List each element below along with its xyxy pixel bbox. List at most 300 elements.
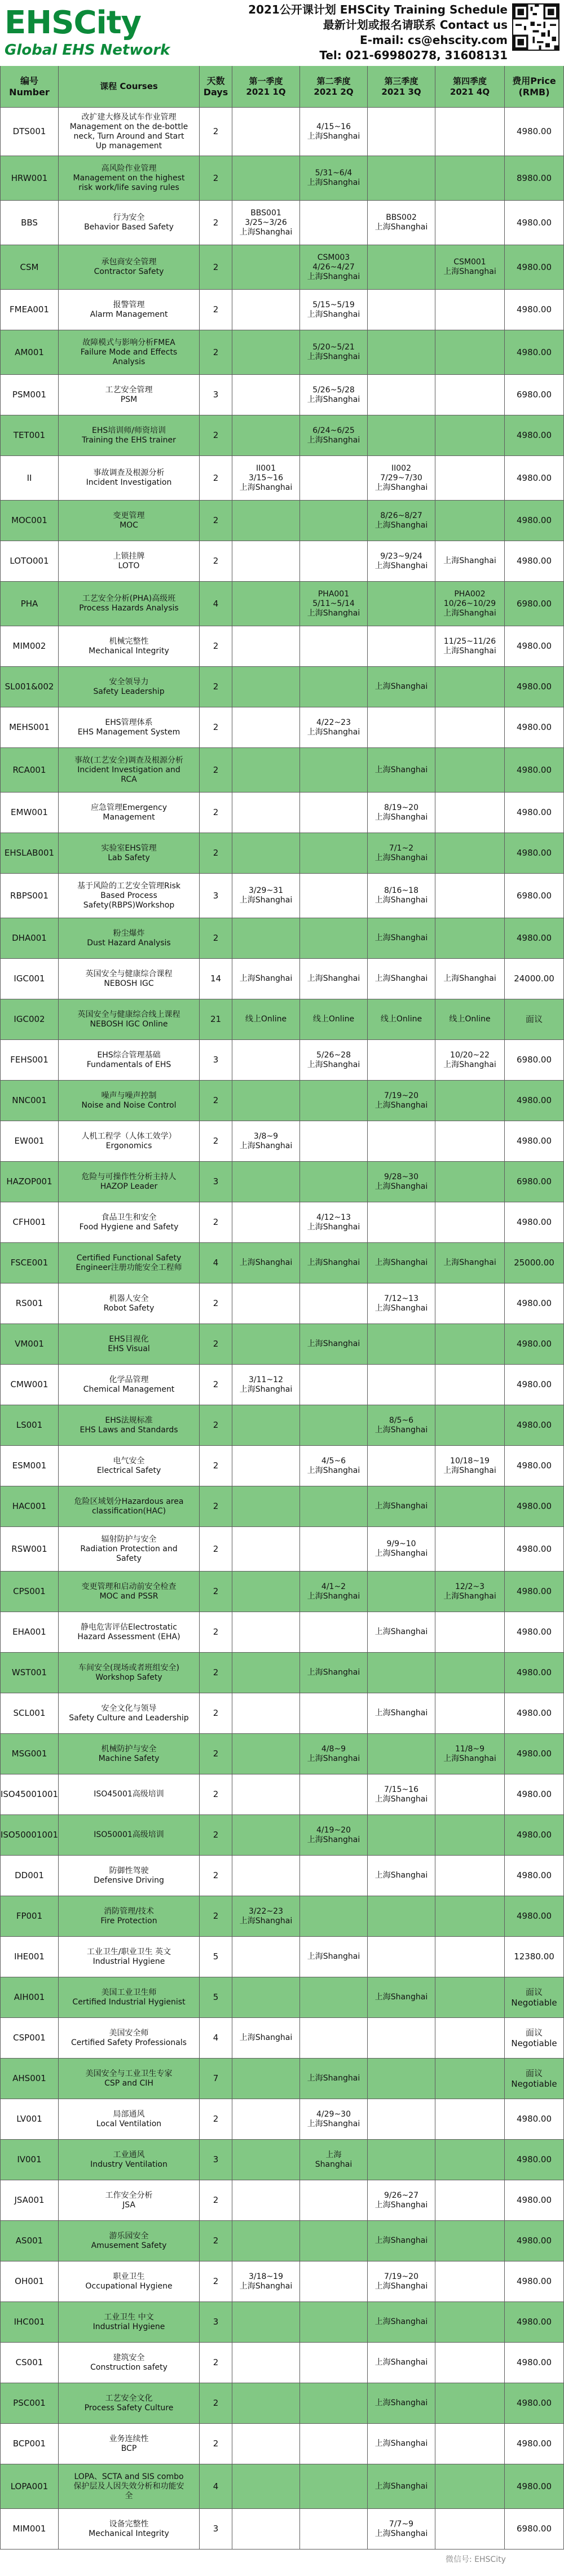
q3-text: 9/23~9/24 上海Shanghai xyxy=(374,551,428,570)
days-text: 2 xyxy=(213,304,219,315)
price-text: 4980.00 xyxy=(516,472,552,483)
days-cell xyxy=(200,2180,232,2220)
q1-cell xyxy=(232,2464,300,2508)
course-cell xyxy=(59,2424,200,2464)
code-text: DD001 xyxy=(15,1870,44,1880)
code-text: IHC001 xyxy=(14,2317,45,2327)
days-text: 4 xyxy=(213,2481,219,2491)
header xyxy=(0,0,564,67)
days-cell xyxy=(200,1572,232,1612)
q2-cell xyxy=(300,833,368,873)
q1-cell xyxy=(232,2059,300,2099)
table-row xyxy=(0,2343,564,2383)
table-row xyxy=(0,1977,564,2018)
code-cell xyxy=(0,2140,59,2180)
table-row xyxy=(0,999,564,1040)
code-text: MOC001 xyxy=(11,515,47,525)
code-text: AIH001 xyxy=(14,1992,45,2002)
table-row xyxy=(0,2180,564,2221)
code-cell xyxy=(0,501,59,541)
q2-cell xyxy=(300,415,368,455)
course-cell xyxy=(59,999,200,1039)
course-cell xyxy=(59,1815,200,1855)
price-cell xyxy=(505,1815,564,1855)
q2-text: 4/22~23 上海Shanghai xyxy=(307,718,360,737)
q2-text: 4/15~16 上海Shanghai xyxy=(307,122,360,141)
code-cell xyxy=(0,1572,59,1612)
days-text: 3 xyxy=(213,2317,219,2327)
course-cell xyxy=(59,501,200,541)
price-cell xyxy=(505,582,564,626)
q4-cell xyxy=(435,582,505,626)
q3-cell xyxy=(368,2018,435,2058)
q4-text: 10/18~19 上海Shanghai xyxy=(443,1456,496,1475)
q2-cell xyxy=(300,1896,368,1936)
price-text: 4980.00 xyxy=(516,2114,552,2124)
code-text: VM001 xyxy=(15,1339,44,1349)
q1-text: 3/22~23 上海Shanghai xyxy=(239,1906,293,1926)
course-text: 美国安全师 Certified Safety Professionals xyxy=(71,2028,187,2047)
course-cell xyxy=(59,1365,200,1405)
course-text: 工艺安全管理 PSM xyxy=(105,385,153,404)
price-text: 4980.00 xyxy=(516,1298,552,1308)
table-row xyxy=(0,156,564,201)
q2-cell xyxy=(300,582,368,626)
price-cell xyxy=(505,1937,564,1977)
table-row xyxy=(0,456,564,501)
price-text: 4980.00 xyxy=(516,807,552,817)
table-row xyxy=(0,2018,564,2059)
days-cell xyxy=(200,456,232,500)
q1-cell xyxy=(232,2099,300,2139)
code-text: CMW001 xyxy=(10,1379,49,1389)
q3-cell xyxy=(368,201,435,245)
price-text: 8980.00 xyxy=(516,172,552,183)
days-text: 2 xyxy=(213,1586,219,1596)
price-cell xyxy=(505,501,564,541)
q4-cell xyxy=(435,1283,505,1324)
days-cell xyxy=(200,156,232,200)
price-cell xyxy=(505,2018,564,2058)
q3-text: 上海Shanghai xyxy=(374,1709,428,1718)
code-cell xyxy=(0,1815,59,1855)
price-text: 4980.00 xyxy=(516,1749,552,1759)
days-text: 2 xyxy=(213,1501,219,1511)
price-cell xyxy=(505,1365,564,1405)
q2-cell xyxy=(300,2018,368,2058)
q2-cell xyxy=(300,1612,368,1652)
q3-text: 线上Online xyxy=(380,1015,422,1024)
q3-cell xyxy=(368,748,435,792)
column-header-label: 课程 Courses xyxy=(100,81,158,91)
q2-cell xyxy=(300,1774,368,1814)
q2-cell xyxy=(300,874,368,918)
q1-cell xyxy=(232,245,300,289)
course-text: 工艺安全分析(PHA)高级班 Process Hazards Analysis xyxy=(79,594,179,613)
price-text: 4980.00 xyxy=(516,2317,552,2327)
q4-cell xyxy=(435,1040,505,1080)
q2-cell xyxy=(300,918,368,958)
q1-cell xyxy=(232,2302,300,2342)
table-row xyxy=(0,541,564,582)
course-text: 机械防护与安全 Machine Safety xyxy=(98,1744,160,1763)
days-text: 2 xyxy=(213,1420,219,1430)
days-text: 5 xyxy=(213,1951,219,1962)
code-text: CSM xyxy=(20,262,39,272)
column-header-label: 第一季度 2021 1Q xyxy=(246,76,286,97)
days-text: 2 xyxy=(213,641,219,651)
q4-cell xyxy=(435,667,505,707)
price-cell xyxy=(505,918,564,958)
course-text: LOPA、SCTA and SIS combo 保护层及人因失效分析和功能安 全 xyxy=(73,2472,184,2500)
days-text: 3 xyxy=(213,390,219,400)
days-text: 2 xyxy=(213,2236,219,2246)
course-text: 工作安全分析 JSA xyxy=(105,2190,153,2210)
days-text: 2 xyxy=(213,515,219,525)
course-text: EHS综合管理基础 Fundamentals of EHS xyxy=(86,1050,171,1069)
course-cell xyxy=(59,1324,200,1364)
q4-text: CSM001 上海Shanghai xyxy=(443,258,496,276)
price-text: 4980.00 xyxy=(516,2154,552,2165)
q2-cell xyxy=(300,2180,368,2220)
table-row xyxy=(0,2261,564,2302)
price-text: 4980.00 xyxy=(516,1379,552,1389)
price-text: 面议 Negotiable xyxy=(511,2068,557,2089)
q2-cell xyxy=(300,2099,368,2139)
code-cell xyxy=(0,1693,59,1733)
price-text: 4980.00 xyxy=(516,1911,552,1921)
code-text: AHS001 xyxy=(12,2073,46,2083)
code-text: PSM001 xyxy=(12,390,47,400)
code-text: WST001 xyxy=(11,1667,47,1678)
days-cell xyxy=(200,1202,232,1242)
column-header-label: 编号 Number xyxy=(9,75,50,98)
course-text: 机械完整性 Mechanical Integrity xyxy=(89,636,169,656)
code-cell xyxy=(0,1774,59,1814)
code-text: RS001 xyxy=(15,1298,43,1308)
course-text: 美国安全与工业卫生专家 CSP and CIH xyxy=(85,2069,173,2088)
table-row xyxy=(0,2424,564,2464)
course-cell xyxy=(59,1612,200,1652)
code-text: FSCE001 xyxy=(10,1258,49,1268)
q4-cell xyxy=(435,1081,505,1121)
contact-prompt: 最新计划或报名请联系 Contact us xyxy=(323,18,508,32)
q1-cell xyxy=(232,108,300,156)
days-cell xyxy=(200,2509,232,2549)
days-cell xyxy=(200,2018,232,2058)
q4-text: 上海Shanghai xyxy=(443,556,496,565)
table-row xyxy=(0,582,564,626)
price-cell xyxy=(505,1653,564,1693)
q1-text: 3/11~12 上海Shanghai xyxy=(239,1375,293,1394)
q2-cell xyxy=(300,2221,368,2261)
code-text: HAC001 xyxy=(12,1501,47,1511)
q2-cell xyxy=(300,1653,368,1693)
price-cell xyxy=(505,707,564,747)
q1-cell xyxy=(232,707,300,747)
price-cell xyxy=(505,748,564,792)
price-cell xyxy=(505,667,564,707)
q3-cell xyxy=(368,156,435,200)
q4-cell xyxy=(435,1896,505,1936)
q3-text: 上海Shanghai xyxy=(374,1871,428,1880)
q2-text: 5/26~5/28 上海Shanghai xyxy=(307,385,360,404)
q3-text: 上海Shanghai xyxy=(374,2439,428,2448)
q3-text: 8/26~8/27 上海Shanghai xyxy=(374,511,428,530)
q1-cell xyxy=(232,2509,300,2549)
code-text: II xyxy=(27,472,32,483)
q1-cell xyxy=(232,999,300,1039)
code-cell xyxy=(0,2464,59,2508)
course-text: 工业通风 Industry Ventilation xyxy=(90,2150,168,2169)
q2-text: 5/31~6/4 上海Shanghai xyxy=(307,169,360,187)
days-text: 2 xyxy=(213,172,219,183)
price-cell xyxy=(505,1572,564,1612)
q3-text: 7/1~2 上海Shanghai xyxy=(374,843,428,862)
days-cell xyxy=(200,1774,232,1814)
table-row xyxy=(0,626,564,667)
price-cell xyxy=(505,1486,564,1526)
days-cell xyxy=(200,582,232,626)
price-text: 4980.00 xyxy=(516,1095,552,1105)
q1-cell xyxy=(232,918,300,958)
q1-cell xyxy=(232,201,300,245)
price-cell xyxy=(505,156,564,200)
code-text: LV001 xyxy=(16,2114,42,2124)
q4-cell xyxy=(435,1612,505,1652)
q2-cell xyxy=(300,1977,368,2017)
q1-cell xyxy=(232,1896,300,1936)
q2-cell xyxy=(300,667,368,707)
price-text: 4980.00 xyxy=(516,126,552,136)
q2-cell xyxy=(300,2140,368,2180)
course-cell xyxy=(59,1202,200,1242)
q3-text: 上海Shanghai xyxy=(374,1502,428,1511)
days-text: 2 xyxy=(213,472,219,483)
q1-cell xyxy=(232,1653,300,1693)
q4-cell xyxy=(435,793,505,833)
q3-cell xyxy=(368,1324,435,1364)
days-text: 2 xyxy=(213,1298,219,1308)
days-cell xyxy=(200,2464,232,2508)
days-text: 2 xyxy=(213,1911,219,1921)
q3-cell xyxy=(368,1121,435,1161)
q3-cell xyxy=(368,1243,435,1283)
q2-text: 上海Shanghai xyxy=(307,1258,360,1267)
q3-cell xyxy=(368,108,435,156)
course-cell xyxy=(59,1486,200,1526)
price-cell xyxy=(505,1856,564,1896)
price-text: 4980.00 xyxy=(516,1627,552,1637)
code-cell xyxy=(0,1081,59,1121)
code-text: IV001 xyxy=(17,2154,42,2165)
days-cell xyxy=(200,748,232,792)
table-row xyxy=(0,1527,564,1572)
course-text: 建筑安全 Construction safety xyxy=(90,2353,168,2372)
q2-cell xyxy=(300,108,368,156)
days-cell xyxy=(200,2059,232,2099)
q3-text: 9/28~30 上海Shanghai xyxy=(374,1172,428,1191)
code-cell xyxy=(0,290,59,330)
column-header-label: 费用Price (RMB) xyxy=(512,75,556,98)
course-text: ISO45001高级培训 xyxy=(94,1790,164,1799)
q2-cell xyxy=(300,1572,368,1612)
days-text: 2 xyxy=(213,1667,219,1678)
column-header-label: 天数 Days xyxy=(203,75,228,98)
days-cell xyxy=(200,1446,232,1486)
table-row xyxy=(0,793,564,833)
price-text: 4980.00 xyxy=(516,1339,552,1349)
days-cell xyxy=(200,2383,232,2423)
q4-cell xyxy=(435,626,505,666)
price-cell xyxy=(505,245,564,289)
q4-cell xyxy=(435,456,505,500)
course-cell xyxy=(59,290,200,330)
code-cell xyxy=(0,541,59,581)
q2-cell xyxy=(300,541,368,581)
days-text: 2 xyxy=(213,2114,219,2124)
q3-cell xyxy=(368,2221,435,2261)
table-row xyxy=(0,2140,564,2180)
course-cell xyxy=(59,1734,200,1774)
q2-text: 5/15~5/19 上海Shanghai xyxy=(307,300,360,319)
q3-cell xyxy=(368,415,435,455)
code-cell xyxy=(0,667,59,707)
q4-cell xyxy=(435,245,505,289)
course-cell xyxy=(59,2221,200,2261)
days-cell xyxy=(200,1162,232,1202)
q1-cell xyxy=(232,1572,300,1612)
q2-cell xyxy=(300,330,368,374)
q3-cell xyxy=(368,1081,435,1121)
column-header xyxy=(505,66,564,107)
code-cell xyxy=(0,1162,59,1202)
days-cell xyxy=(200,707,232,747)
course-text: 英国安全与健康综合课程 NEBOSH IGC xyxy=(85,969,173,988)
q3-text: 上海Shanghai xyxy=(374,1258,428,1267)
table-row xyxy=(0,667,564,707)
days-cell xyxy=(200,501,232,541)
q2-cell xyxy=(300,1162,368,1202)
q2-text: 上海Shanghai xyxy=(307,1668,360,1677)
q1-text: BBS001 3/25~3/26 上海Shanghai xyxy=(239,208,293,237)
q2-cell xyxy=(300,156,368,200)
q2-cell xyxy=(300,290,368,330)
q4-text: 线上Online xyxy=(449,1015,491,1024)
table-row xyxy=(0,1243,564,1283)
price-text: 4980.00 xyxy=(516,347,552,357)
course-cell xyxy=(59,541,200,581)
code-text: IGC002 xyxy=(14,1014,45,1024)
q4-cell xyxy=(435,2464,505,2508)
q3-text: 上海Shanghai xyxy=(374,2317,428,2326)
course-text: 故障模式与影响分析FMEA Failure Mode and Effects Analysis xyxy=(80,338,178,366)
code-text: MIM002 xyxy=(12,641,46,651)
code-cell xyxy=(0,1405,59,1445)
course-text: 实验室EHS管理 Lab Safety xyxy=(101,843,157,862)
q4-cell xyxy=(435,156,505,200)
code-text: RCA001 xyxy=(12,764,46,775)
days-text: 2 xyxy=(213,933,219,943)
q4-cell xyxy=(435,2180,505,2220)
q1-cell xyxy=(232,290,300,330)
table-row xyxy=(0,1774,564,1815)
price-cell xyxy=(505,2261,564,2301)
course-text: 辐射防护与安全 Radiation Protection and Safety xyxy=(80,1534,178,1563)
q2-cell xyxy=(300,1405,368,1445)
course-cell xyxy=(59,2180,200,2220)
q4-cell xyxy=(435,1693,505,1733)
days-cell xyxy=(200,1405,232,1445)
q4-cell xyxy=(435,108,505,156)
table-row xyxy=(0,918,564,959)
price-text: 24000.00 xyxy=(514,973,554,984)
price-cell xyxy=(505,456,564,500)
column-header xyxy=(0,66,59,107)
days-text: 2 xyxy=(213,2276,219,2286)
course-cell xyxy=(59,1405,200,1445)
price-text: 面议 Negotiable xyxy=(511,1986,557,2008)
code-text: FEHS001 xyxy=(10,1055,49,1065)
q3-cell xyxy=(368,2424,435,2464)
course-cell xyxy=(59,2464,200,2508)
price-text: 6980.00 xyxy=(516,1055,552,1065)
q4-cell xyxy=(435,2018,505,2058)
table-row xyxy=(0,833,564,874)
q1-cell xyxy=(232,2221,300,2261)
course-cell xyxy=(59,2383,200,2423)
q4-cell xyxy=(435,1774,505,1814)
course-text: 变更管理和启动前安全检查 MOC and PSSR xyxy=(81,1582,177,1601)
days-cell xyxy=(200,1283,232,1324)
table-row xyxy=(0,1693,564,1734)
q2-text: 4/19~20 上海Shanghai xyxy=(307,1825,360,1844)
code-text: CS001 xyxy=(15,2357,43,2367)
q4-cell xyxy=(435,833,505,873)
code-text: HRW001 xyxy=(11,172,48,183)
price-text: 4980.00 xyxy=(516,1789,552,1799)
days-text: 21 xyxy=(210,1014,222,1024)
column-header xyxy=(435,66,505,107)
q4-cell xyxy=(435,1446,505,1486)
q1-cell xyxy=(232,1283,300,1324)
price-text: 4980.00 xyxy=(516,2398,552,2408)
days-text: 5 xyxy=(213,1992,219,2002)
course-text: 变更管理 MOC xyxy=(113,511,145,530)
q3-cell xyxy=(368,582,435,626)
course-text: ISO50001高级培训 xyxy=(94,1830,164,1839)
price-cell xyxy=(505,626,564,666)
q1-text: 上海Shanghai xyxy=(239,1258,293,1267)
table-row xyxy=(0,1612,564,1653)
q1-cell xyxy=(232,456,300,500)
code-text: PSC001 xyxy=(13,2398,46,2408)
course-text: 英国安全与健康综合线上课程 NEBOSH IGC Online xyxy=(77,1010,180,1029)
q1-cell xyxy=(232,415,300,455)
days-text: 3 xyxy=(213,890,219,901)
table-row xyxy=(0,1446,564,1486)
q2-cell xyxy=(300,1040,368,1080)
q3-text: 7/19~20 上海Shanghai xyxy=(374,1091,428,1110)
code-text: SCL001 xyxy=(13,1708,46,1718)
days-text: 3 xyxy=(213,2524,219,2534)
q3-cell xyxy=(368,1815,435,1855)
code-cell xyxy=(0,833,59,873)
course-text: EHS法规标准 EHS Laws and Standards xyxy=(80,1415,178,1435)
course-text: 美国工业卫生师 Certified Industrial Hygienist xyxy=(72,1988,186,2007)
q3-cell xyxy=(368,2180,435,2220)
q4-cell xyxy=(435,1324,505,1364)
